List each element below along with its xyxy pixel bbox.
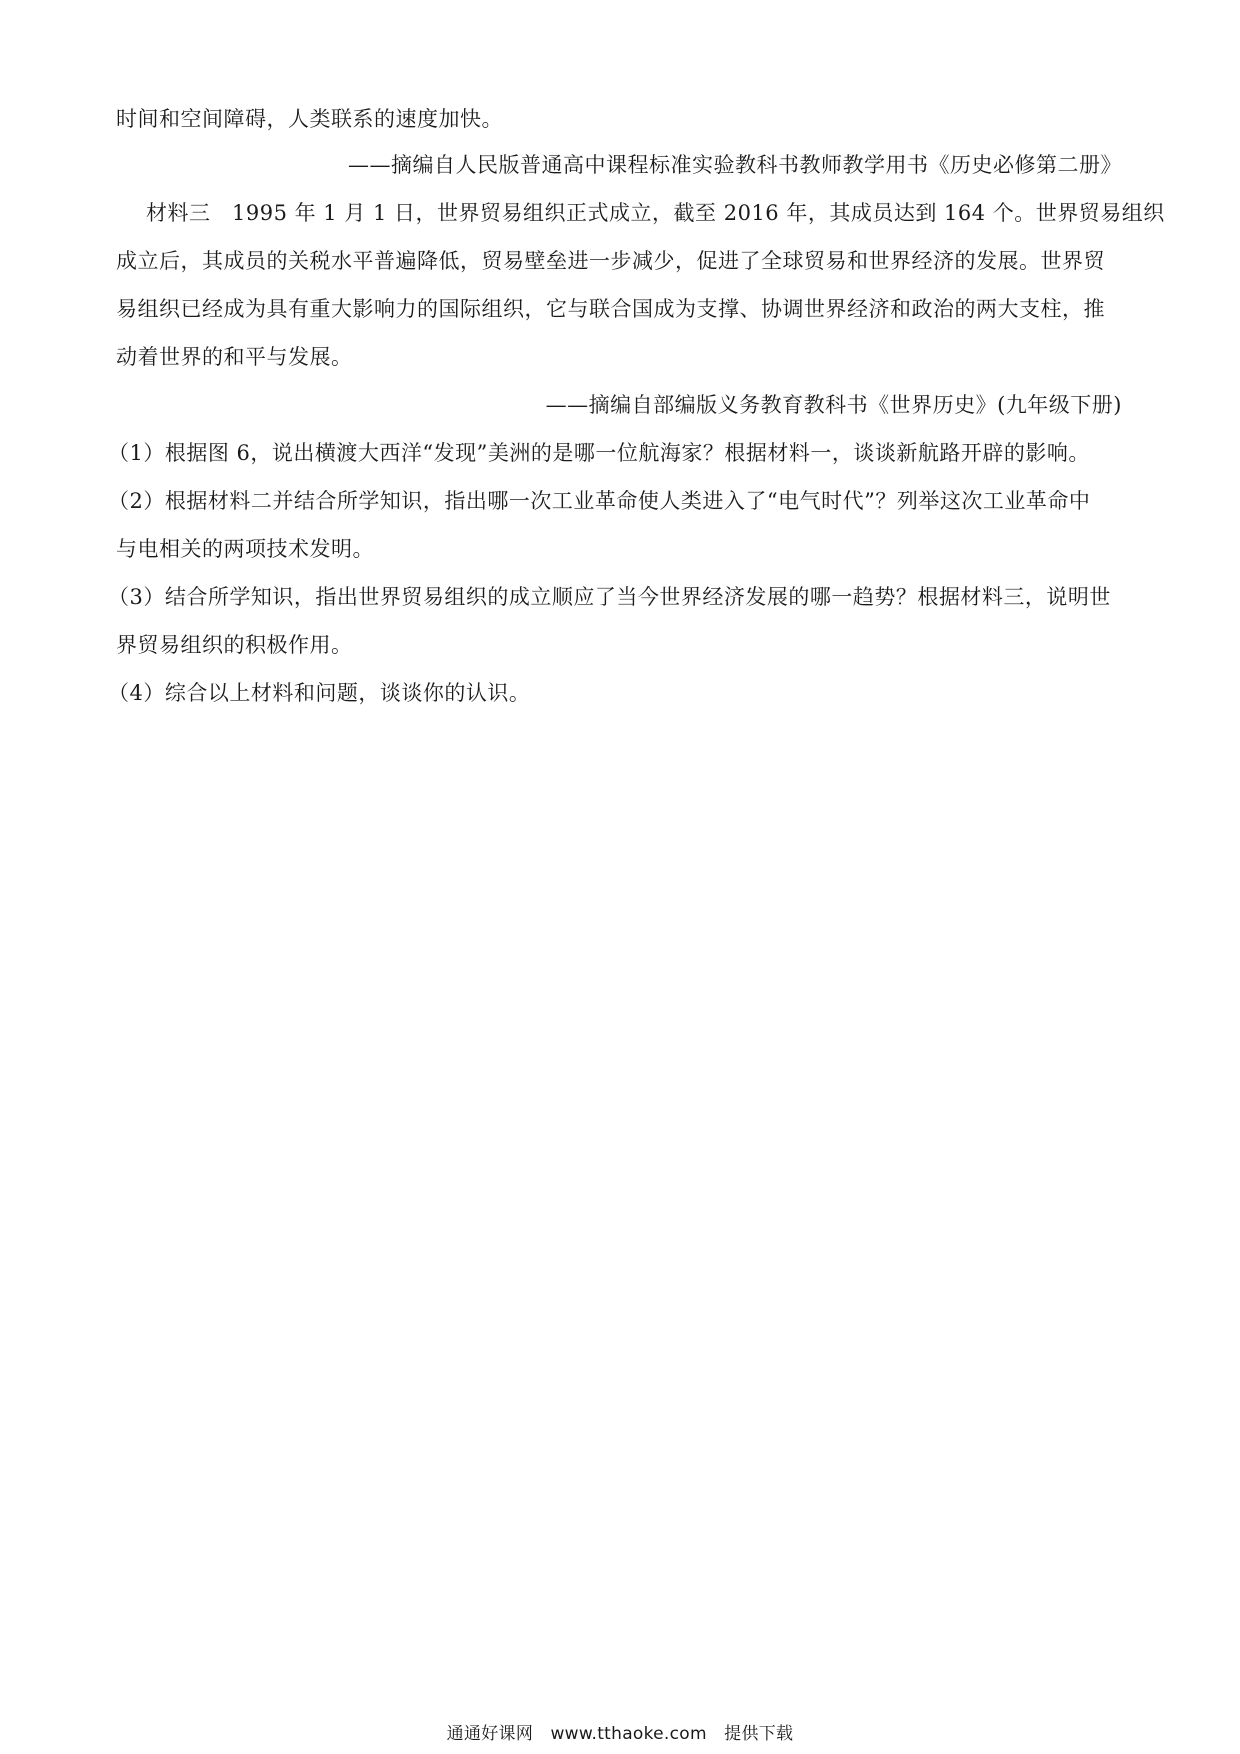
question-3-line-1: （3）结合所学知识，指出世界贸易组织的成立顺应了当今世界经济发展的哪一趋势？根据材料三，说明世 xyxy=(108,585,1111,609)
material3-line-1: 材料三 1995 年 1 月 1 日，世界贸易组织正式成立，截至 2016 年，其成员达到 164 个。世界贸易组织 xyxy=(146,201,1165,225)
material3-line-2: 成立后，其成员的关税水平普遍降低，贸易壁垒进一步减少，促进了全球贸易和世界经济的发展。世界贸 xyxy=(116,249,1105,273)
material3-source: ——摘编自部编版义务教育教科书《世界历史》(九年级下册) xyxy=(545,393,1122,417)
continuation-text: 时间和空间障碍，人类联系的速度加快。 xyxy=(116,107,503,131)
material3-line-4: 动着世界的和平与发展。 xyxy=(116,345,353,369)
footer-watermark: 通通好课网 www.tthaoke.com 提供下载 xyxy=(446,1724,794,1744)
material3-line-3: 易组织已经成为具有重大影响力的国际组织，它与联合国成为支撑、协调世界经济和政治的两大支柱，推 xyxy=(116,297,1105,321)
question-2-line-2: 与电相关的两项技术发明。 xyxy=(116,537,374,561)
question-1: （1）根据图 6，说出横渡大西洋“发现”美洲的是哪一位航海家？根据材料一，谈谈新航路开辟的影响。 xyxy=(108,441,1090,465)
question-4: （4）综合以上材料和问题，谈谈你的认识。 xyxy=(108,681,531,705)
material2-source: ——摘编自人民版普通高中课程标准实验教科书教师教学用书《历史必修第二册》 xyxy=(348,153,1122,177)
question-2-line-1: （2）根据材料二并结合所学知识，指出哪一次工业革命使人类进入了“电气时代”？列举这次工业革命中 xyxy=(108,489,1091,513)
question-3-line-2: 界贸易组织的积极作用。 xyxy=(116,633,353,657)
